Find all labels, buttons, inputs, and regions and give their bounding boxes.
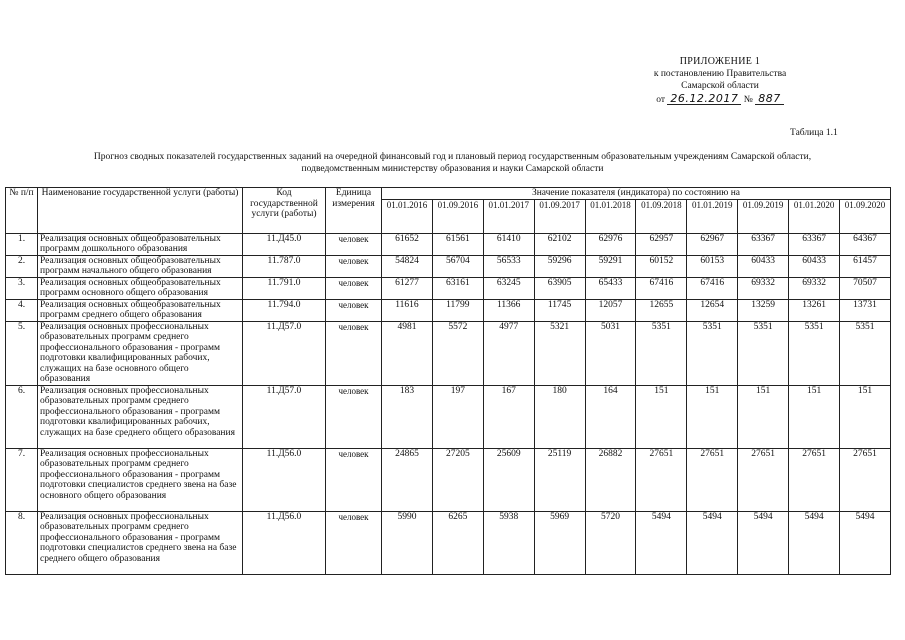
row-number: 2. (6, 255, 38, 277)
indicator-value: 27651 (687, 448, 738, 511)
service-name: Реализация основных профессиональных образовательных программ среднего профессионального образования - программ подготовки квалифицированных рабочих, служащих на базе среднего общего образования (38, 385, 243, 448)
row-number: 5. (6, 321, 38, 385)
number-prefix: № (743, 95, 753, 105)
service-name: Реализация основных общеобразовательных программ среднего общего образования (38, 299, 243, 321)
appendix-title: ПРИЛОЖЕНИЕ 1 (679, 56, 761, 67)
unit-of-measure: человек (326, 255, 382, 277)
indicator-value: 5494 (840, 511, 891, 574)
indicator-value: 4981 (382, 321, 433, 385)
indicator-value: 5494 (738, 511, 789, 574)
indicator-value: 5720 (585, 511, 636, 574)
indicator-value: 60433 (789, 255, 840, 277)
appendix-line-1: к постановлению Правительства (653, 69, 787, 79)
indicator-value: 12655 (636, 299, 687, 321)
header-date: 01.01.2019 (687, 199, 738, 233)
header-date: 01.01.2018 (585, 199, 636, 233)
indicator-value: 56533 (483, 255, 534, 277)
service-code: 11.Д56.0 (243, 448, 326, 511)
row-number: 4. (6, 299, 38, 321)
indicator-value: 13259 (738, 299, 789, 321)
indicator-value: 5494 (687, 511, 738, 574)
indicator-value: 60153 (687, 255, 738, 277)
indicator-value: 27651 (636, 448, 687, 511)
date-prefix: от (656, 95, 666, 105)
indicator-value: 11799 (432, 299, 483, 321)
indicator-value: 197 (432, 385, 483, 448)
unit-of-measure: человек (326, 385, 382, 448)
document-title-line-2: подведомственным министерству образования и науки Самарской области (301, 164, 604, 174)
row-number: 1. (6, 233, 38, 255)
indicator-value: 5351 (789, 321, 840, 385)
service-code: 11.791.0 (243, 277, 326, 299)
table-row (6, 321, 891, 385)
indicator-value: 59296 (534, 255, 585, 277)
indicator-value: 180 (534, 385, 585, 448)
indicator-value: 151 (789, 385, 840, 448)
header-date: 01.01.2016 (382, 199, 433, 233)
indicator-value: 151 (840, 385, 891, 448)
indicator-value: 12654 (687, 299, 738, 321)
service-name: Реализация основных профессиональных образовательных программ среднего профессионального образования - программ подготовки квалифицированных рабочих, служащих на базе основного общего образования (38, 321, 243, 385)
table-row (6, 277, 891, 299)
indicator-value: 27651 (738, 448, 789, 511)
indicator-value: 11366 (483, 299, 534, 321)
indicator-value: 64367 (840, 233, 891, 255)
header-date: 01.01.2017 (483, 199, 534, 233)
forecast-table (5, 187, 891, 575)
indicator-value: 151 (636, 385, 687, 448)
row-number: 7. (6, 448, 38, 511)
indicator-value: 5351 (687, 321, 738, 385)
indicator-value: 5351 (738, 321, 789, 385)
service-name: Реализация основных профессиональных образовательных программ среднего профессионального образования - программ подготовки специалистов среднего звена на базе основного общего образования (38, 448, 243, 511)
header-date: 01.01.2020 (789, 199, 840, 233)
header-num: № п/п (6, 188, 38, 234)
indicator-value: 62957 (636, 233, 687, 255)
table-label: Таблица 1.1 (790, 128, 838, 138)
header-date: 01.09.2020 (840, 199, 891, 233)
indicator-value: 164 (585, 385, 636, 448)
appendix-line-2: Самарской области (681, 81, 759, 91)
indicator-value: 5351 (840, 321, 891, 385)
indicator-value: 54824 (382, 255, 433, 277)
indicator-value: 13731 (840, 299, 891, 321)
indicator-value: 183 (382, 385, 433, 448)
indicator-value: 11745 (534, 299, 585, 321)
table-row (6, 448, 891, 511)
indicator-value: 63367 (738, 233, 789, 255)
indicator-value: 151 (738, 385, 789, 448)
service-code: 11.Д57.0 (243, 385, 326, 448)
row-number: 6. (6, 385, 38, 448)
header-name: Наименование государственной услуги (работы) (38, 188, 243, 234)
indicator-value: 5969 (534, 511, 585, 574)
indicator-value: 5938 (483, 511, 534, 574)
indicator-value: 25609 (483, 448, 534, 511)
header-date: 01.09.2019 (738, 199, 789, 233)
row-number: 8. (6, 511, 38, 574)
indicator-value: 27651 (840, 448, 891, 511)
indicator-value: 63367 (789, 233, 840, 255)
header-code: Код государственной услуги (работы) (243, 188, 326, 234)
table-row (6, 299, 891, 321)
handwritten-date: 26.12.2017 (667, 93, 741, 105)
indicator-value: 67416 (636, 277, 687, 299)
indicator-value: 5990 (382, 511, 433, 574)
indicator-value: 61410 (483, 233, 534, 255)
indicator-value: 13261 (789, 299, 840, 321)
service-name: Реализация основных общеобразовательных программ дошкольного образования (38, 233, 243, 255)
indicator-value: 61277 (382, 277, 433, 299)
indicator-value: 5494 (636, 511, 687, 574)
appendix-block (600, 56, 840, 106)
indicator-value: 5031 (585, 321, 636, 385)
indicator-value: 69332 (789, 277, 840, 299)
indicator-value: 63161 (432, 277, 483, 299)
unit-of-measure: человек (326, 321, 382, 385)
indicator-value: 60433 (738, 255, 789, 277)
indicator-value: 6265 (432, 511, 483, 574)
indicator-value: 5572 (432, 321, 483, 385)
unit-of-measure: человек (326, 511, 382, 574)
indicator-value: 4977 (483, 321, 534, 385)
header-date: 01.09.2018 (636, 199, 687, 233)
indicator-value: 27205 (432, 448, 483, 511)
indicator-value: 69332 (738, 277, 789, 299)
indicator-value: 11616 (382, 299, 433, 321)
indicator-value: 5351 (636, 321, 687, 385)
indicator-value: 61652 (382, 233, 433, 255)
service-name: Реализация основных профессиональных образовательных программ среднего профессионального образования - программ подготовки специалистов среднего звена на базе среднего общего образования (38, 511, 243, 574)
indicator-value: 59291 (585, 255, 636, 277)
indicator-value: 65433 (585, 277, 636, 299)
unit-of-measure: человек (326, 233, 382, 255)
indicator-value: 5321 (534, 321, 585, 385)
table-row (6, 385, 891, 448)
row-number: 3. (6, 277, 38, 299)
appendix-date-line (600, 93, 840, 106)
service-code: 11.Д57.0 (243, 321, 326, 385)
document-title (20, 151, 885, 175)
handwritten-number: 887 (755, 93, 784, 105)
table-row (6, 511, 891, 574)
indicator-value: 151 (687, 385, 738, 448)
indicator-value: 61457 (840, 255, 891, 277)
indicator-value: 5494 (789, 511, 840, 574)
indicator-value: 26882 (585, 448, 636, 511)
header-unit: Единица измерения (326, 188, 382, 234)
service-code: 11.Д56.0 (243, 511, 326, 574)
document-title-line-1: Прогноз сводных показателей государственных заданий на очередной финансовый год и плановый период государственным образовательным учреждениям Самарской области, (93, 152, 812, 162)
table-body (6, 233, 891, 574)
service-code: 11.787.0 (243, 255, 326, 277)
indicator-value: 63245 (483, 277, 534, 299)
indicator-value: 12057 (585, 299, 636, 321)
indicator-value: 24865 (382, 448, 433, 511)
header-date: 01.09.2016 (432, 199, 483, 233)
indicator-value: 63905 (534, 277, 585, 299)
indicator-value: 60152 (636, 255, 687, 277)
table-row (6, 255, 891, 277)
service-code: 11.794.0 (243, 299, 326, 321)
indicator-value: 62967 (687, 233, 738, 255)
service-name: Реализация основных общеобразовательных программ основного общего образования (38, 277, 243, 299)
indicator-value: 62102 (534, 233, 585, 255)
indicator-value: 62976 (585, 233, 636, 255)
indicator-value: 56704 (432, 255, 483, 277)
header-indicator: Значение показателя (индикатора) по состоянию на (382, 188, 891, 200)
table-row (6, 233, 891, 255)
indicator-value: 167 (483, 385, 534, 448)
service-code: 11.Д45.0 (243, 233, 326, 255)
unit-of-measure: человек (326, 448, 382, 511)
indicator-value: 61561 (432, 233, 483, 255)
unit-of-measure: человек (326, 299, 382, 321)
indicator-value: 27651 (789, 448, 840, 511)
indicator-value: 70507 (840, 277, 891, 299)
unit-of-measure: человек (326, 277, 382, 299)
indicator-value: 25119 (534, 448, 585, 511)
header-date: 01.09.2017 (534, 199, 585, 233)
indicator-value: 67416 (687, 277, 738, 299)
service-name: Реализация основных общеобразовательных программ начального общего образования (38, 255, 243, 277)
